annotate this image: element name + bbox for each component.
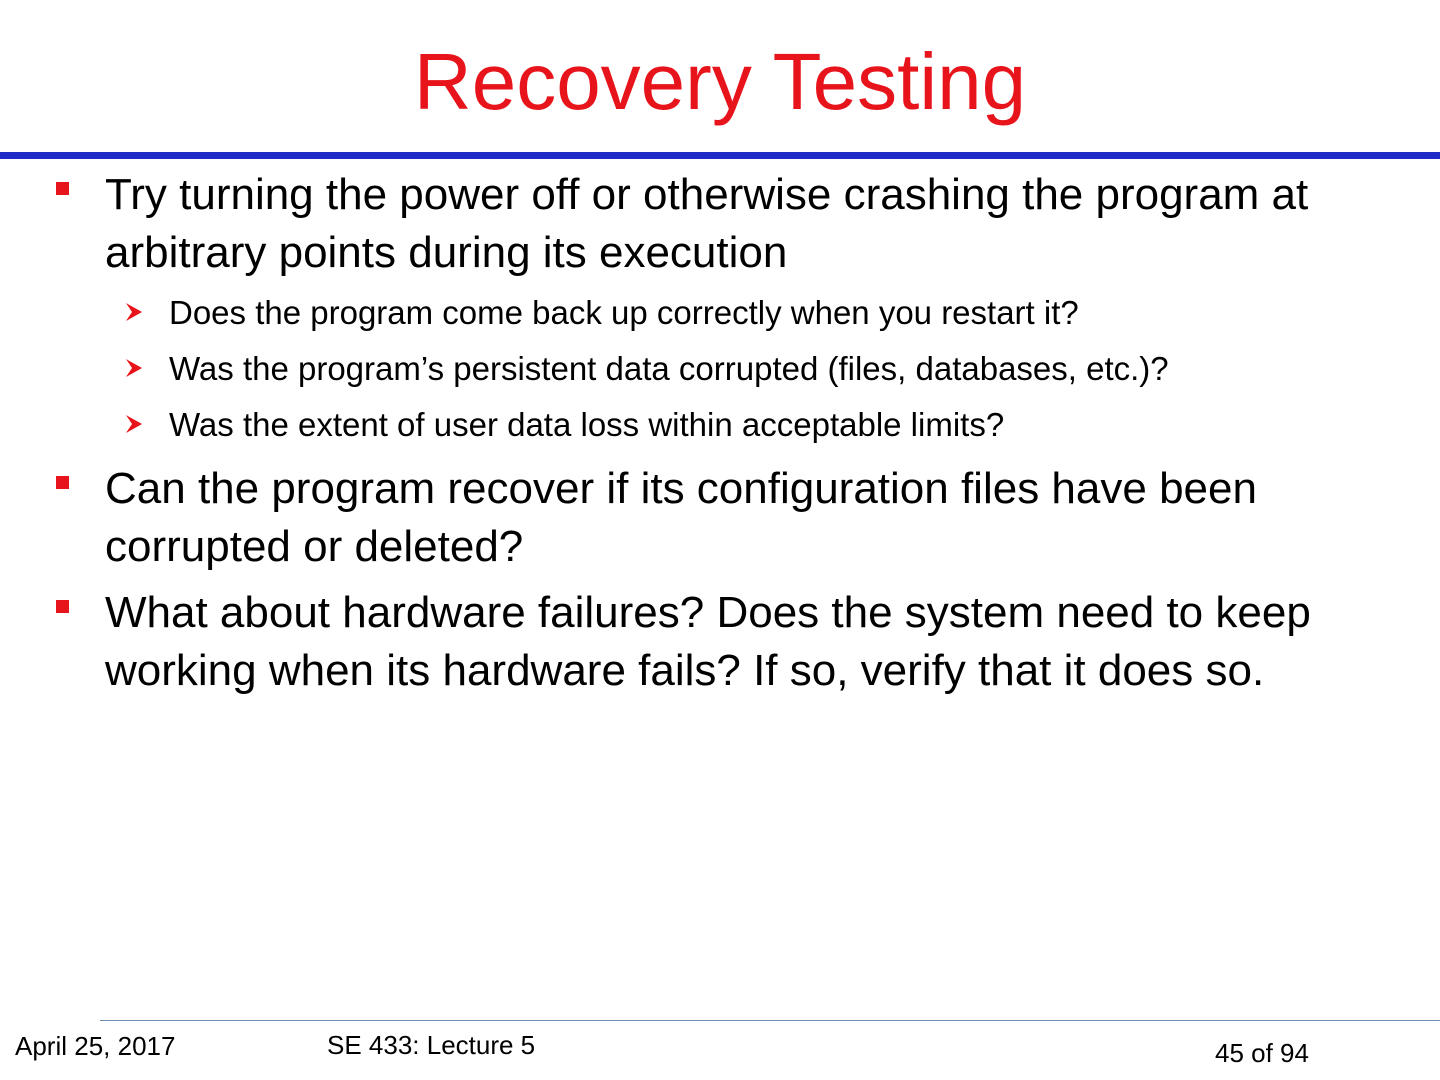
footer-date: April 25, 2017 [15,1031,176,1061]
bullet-text: What about hardware failures? Does the system need to keep working when its hardware fails? If so, verify that it does so. [105,588,1311,695]
footer-divider [100,1020,1440,1021]
slide-title: Recovery Testing [413,37,1027,126]
arrow-bullet-icon [125,358,143,378]
title-divider [0,152,1440,159]
arrow-bullet-icon [125,414,143,434]
bullet-text: Can the program recover if its configuration files have been corrupted or deleted? [105,464,1257,571]
square-bullet-icon [56,476,69,489]
bullet-text: Try turning the power off or otherwise crashing the program at arbitrary points during its execution [105,170,1309,277]
subbullet-text: Was the extent of user data loss within acceptable limits? [169,406,1005,443]
arrow-bullet-icon [125,302,143,322]
slide-number: 45 of 94 [1215,1038,1309,1068]
square-bullet-icon [56,600,69,613]
subbullet-text: Does the program come back up correctly when you restart it? [169,294,1079,331]
subbullet-text: Was the program’s persistent data corrupted (files, databases, etc.)? [169,350,1169,387]
footer-course-label: SE 433: Lecture 5 [327,1030,536,1060]
square-bullet-icon [56,182,69,195]
